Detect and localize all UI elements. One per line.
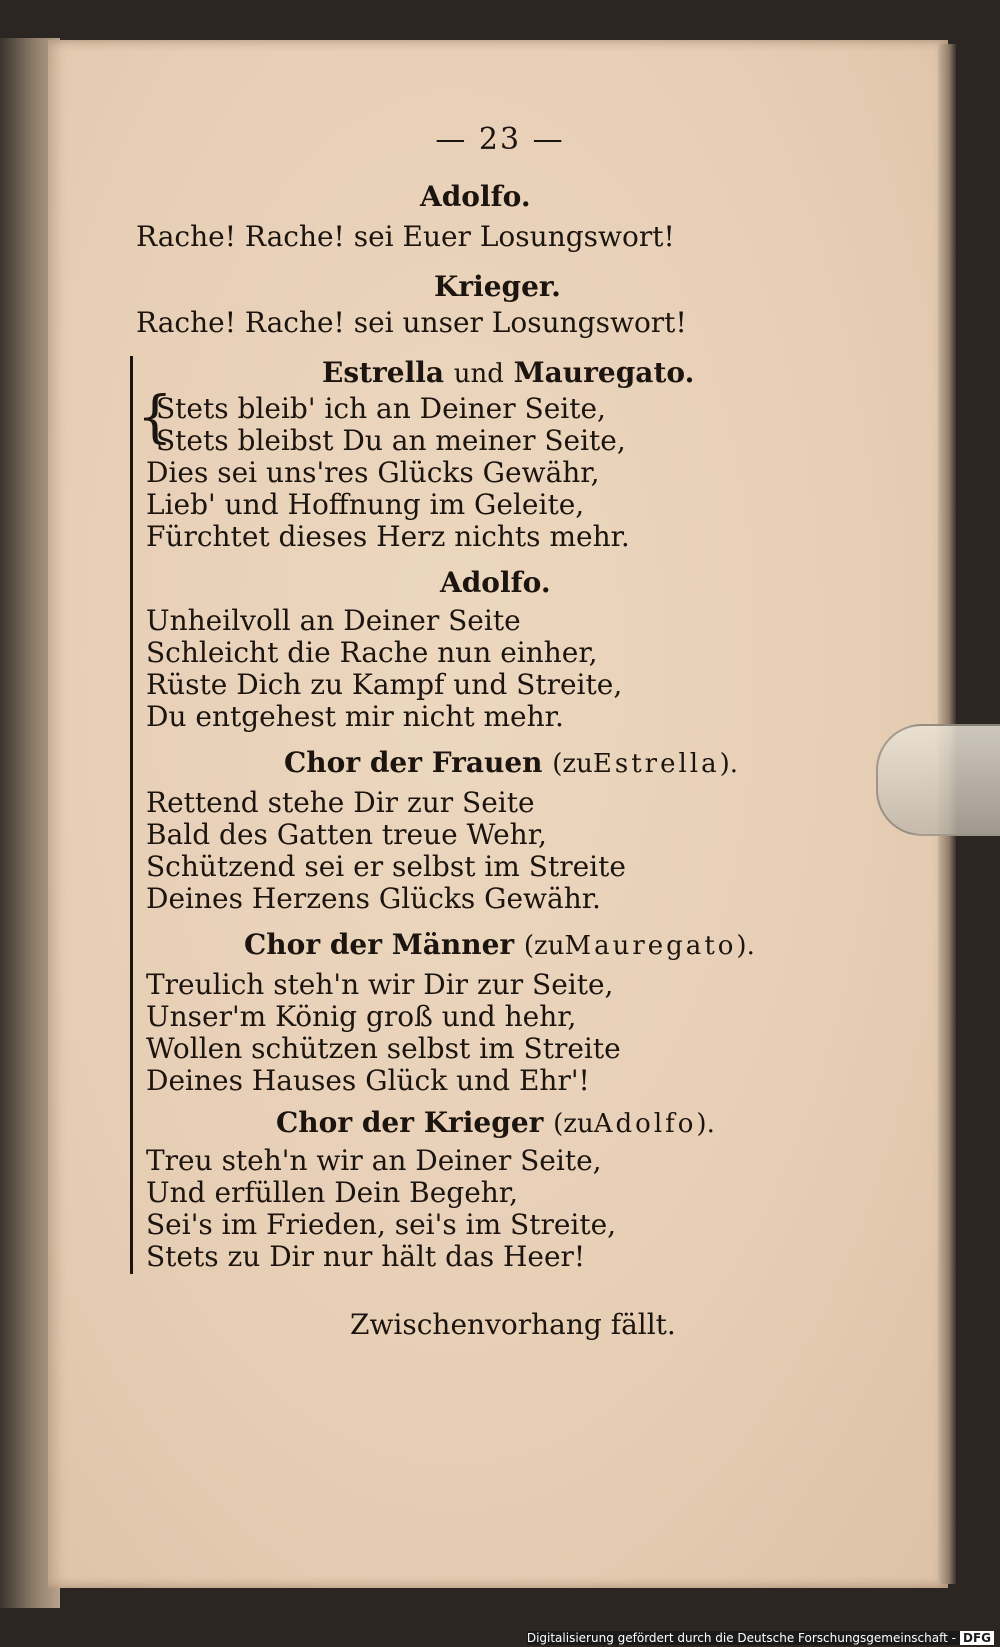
page-number: — 23 —	[435, 122, 565, 157]
speaker-chor-krieger	[276, 1106, 715, 1139]
stage-direction-post: ).	[719, 749, 739, 779]
verse-line: Du entgehest mir nicht mehr.	[146, 700, 564, 733]
verse-line: Lieb' und Hoffnung im Geleite,	[146, 488, 585, 521]
stage-direction-pre: (zu	[552, 749, 593, 779]
verse-line: Wollen schützen selbst im Streite	[146, 1032, 621, 1065]
dfg-logo: DFG	[960, 1631, 994, 1645]
verse-line: Rüste Dich zu Kampf und Streite,	[146, 668, 623, 701]
digitization-credit	[527, 1631, 994, 1645]
verse-line: Treulich steh'n wir Dir zur Seite,	[146, 968, 614, 1001]
curly-brace: {	[137, 385, 173, 450]
speaker-estrella: Estrella	[322, 356, 445, 389]
credit-text: Digitalisierung gefördert durch die Deutsche Forschungsgemeinschaft -	[526, 1631, 956, 1645]
speaker-chor-maenner	[244, 928, 755, 961]
verse-line: Dies sei uns'res Glücks Gewähr,	[146, 456, 600, 489]
verse-line: Unser'm König groß und hehr,	[146, 1000, 577, 1033]
speaker-chor-frauen	[284, 746, 738, 779]
speaker-name: Chor der Männer	[244, 928, 515, 961]
verse-line: Rache! Rache! sei Euer Losungswort!	[136, 220, 675, 253]
verse-line: Sei's im Frieden, sei's im Streite,	[146, 1208, 617, 1241]
ensemble-bracket-line	[130, 356, 133, 1274]
speaker-estrella-mauregato	[322, 356, 694, 389]
verse-line: Rache! Rache! sei unser Losungswort!	[136, 306, 687, 339]
verse-line: Unheilvoll an Deiner Seite	[146, 604, 521, 637]
stage-direction-name: Mauregato	[564, 931, 737, 961]
page-clip-tab	[876, 724, 1000, 836]
speaker-krieger: Krieger.	[434, 270, 561, 303]
speaker-mauregato: Mauregato.	[513, 356, 695, 389]
verse-line: Deines Hauses Glück und Ehr'!	[146, 1064, 590, 1097]
verse-line: Deines Herzens Glücks Gewähr.	[146, 882, 601, 915]
stage-direction-pre: (zu	[523, 931, 565, 961]
verse-line: Schleicht die Rache nun einher,	[146, 636, 598, 669]
verse-line: Schützend sei er selbst im Streite	[146, 850, 626, 883]
verse-line: Bald des Gatten treue Wehr,	[146, 818, 547, 851]
stage-direction-post: ).	[736, 931, 755, 961]
stage-direction-name: Adolfo	[593, 1109, 697, 1139]
stage-direction-post: ).	[696, 1109, 715, 1139]
stage-direction-name: Estrella	[592, 749, 720, 779]
verse-line: Treu steh'n wir an Deiner Seite,	[146, 1144, 602, 1177]
closing-stage-direction: Zwischenvorhang fällt.	[350, 1308, 676, 1341]
speaker-join: und	[453, 359, 504, 389]
speaker-name: Chor der Krieger	[276, 1106, 544, 1139]
verse-line: Rettend stehe Dir zur Seite	[146, 786, 535, 819]
speaker-adolfo: Adolfo.	[420, 180, 531, 213]
verse-line: Stets bleib' ich an Deiner Seite,	[156, 392, 606, 425]
verse-line: Und erfüllen Dein Begehr,	[146, 1176, 519, 1209]
verse-line: Fürchtet dieses Herz nichts mehr.	[146, 520, 630, 553]
speaker-adolfo: Adolfo.	[440, 566, 551, 599]
verse-line: Stets bleibst Du an meiner Seite,	[156, 424, 626, 457]
speaker-name: Chor der Frauen	[284, 746, 543, 779]
verse-line: Stets zu Dir nur hält das Heer!	[146, 1240, 586, 1273]
stage-direction-pre: (zu	[553, 1109, 594, 1139]
